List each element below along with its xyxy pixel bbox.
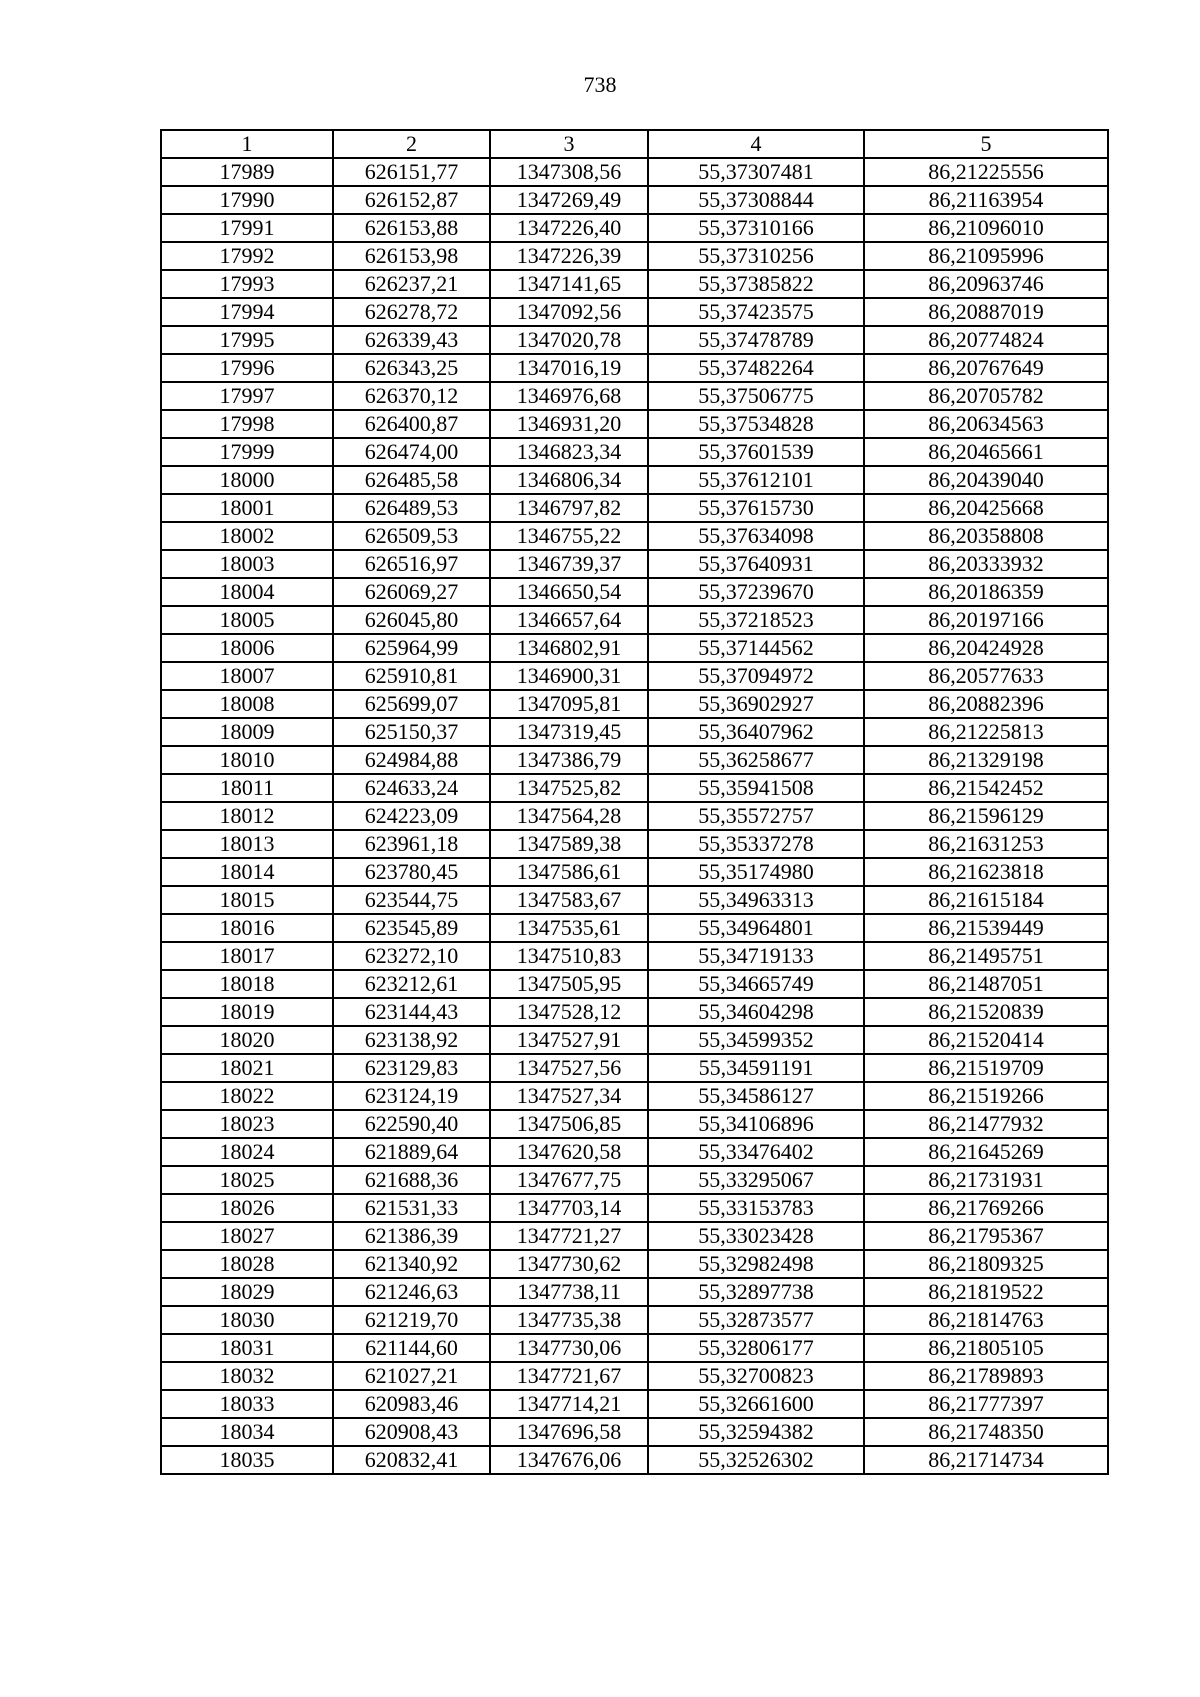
table-cell-col-2: 623124,19 <box>333 1082 490 1110</box>
table-cell-col-5: 86,21520414 <box>864 1026 1108 1054</box>
table-cell-col-5: 86,20882396 <box>864 690 1108 718</box>
table-cell-col-4: 55,37218523 <box>648 606 864 634</box>
table-cell-col-3: 1347020,78 <box>490 326 648 354</box>
table-cell-col-1: 18014 <box>161 858 333 886</box>
table-cell-col-5: 86,20186359 <box>864 578 1108 606</box>
table-cell-col-3: 1347735,38 <box>490 1306 648 1334</box>
table-row <box>161 1082 1108 1110</box>
table-cell-col-2: 625150,37 <box>333 718 490 746</box>
table-cell-col-2: 620908,43 <box>333 1418 490 1446</box>
header-cell-4: 4 <box>648 130 864 158</box>
table-cell-col-2: 626509,53 <box>333 522 490 550</box>
table-cell-col-1: 18006 <box>161 634 333 662</box>
table-cell-col-5: 86,21225556 <box>864 158 1108 186</box>
table-body <box>161 158 1108 1474</box>
table-cell-col-3: 1347589,38 <box>490 830 648 858</box>
table-cell-col-1: 18024 <box>161 1138 333 1166</box>
table-cell-col-5: 86,21805105 <box>864 1334 1108 1362</box>
table-cell-col-1: 17998 <box>161 410 333 438</box>
table-cell-col-3: 1347528,12 <box>490 998 648 1026</box>
table-cell-col-5: 86,20774824 <box>864 326 1108 354</box>
table-row <box>161 354 1108 382</box>
table-cell-col-1: 17992 <box>161 242 333 270</box>
table-cell-col-4: 55,36407962 <box>648 718 864 746</box>
table-cell-col-1: 18020 <box>161 1026 333 1054</box>
table-cell-col-1: 18008 <box>161 690 333 718</box>
table-cell-col-2: 621246,63 <box>333 1278 490 1306</box>
table-cell-col-5: 86,20634563 <box>864 410 1108 438</box>
table-cell-col-4: 55,34599352 <box>648 1026 864 1054</box>
table-cell-col-1: 18012 <box>161 802 333 830</box>
table-row <box>161 1026 1108 1054</box>
table-cell-col-5: 86,21623818 <box>864 858 1108 886</box>
table-cell-col-1: 18021 <box>161 1054 333 1082</box>
table-row <box>161 1250 1108 1278</box>
table-cell-col-2: 626343,25 <box>333 354 490 382</box>
table-cell-col-2: 626151,77 <box>333 158 490 186</box>
table-cell-col-1: 17996 <box>161 354 333 382</box>
table-cell-col-4: 55,36258677 <box>648 746 864 774</box>
table-row <box>161 382 1108 410</box>
table-cell-col-2: 621144,60 <box>333 1334 490 1362</box>
table-cell-col-4: 55,33295067 <box>648 1166 864 1194</box>
table-cell-col-4: 55,36902927 <box>648 690 864 718</box>
table-cell-col-4: 55,37094972 <box>648 662 864 690</box>
header-cell-2: 2 <box>333 130 490 158</box>
table-row <box>161 774 1108 802</box>
table-cell-col-4: 55,34963313 <box>648 886 864 914</box>
table-cell-col-3: 1347226,39 <box>490 242 648 270</box>
table-cell-col-3: 1347510,83 <box>490 942 648 970</box>
table-cell-col-3: 1347730,06 <box>490 1334 648 1362</box>
table-cell-col-1: 18015 <box>161 886 333 914</box>
table-cell-col-2: 620832,41 <box>333 1446 490 1474</box>
page-number: 738 <box>583 72 617 97</box>
table-cell-col-2: 626400,87 <box>333 410 490 438</box>
table-cell-col-4: 55,32700823 <box>648 1362 864 1390</box>
table-row <box>161 1446 1108 1474</box>
table-cell-col-4: 55,37640931 <box>648 550 864 578</box>
table-row <box>161 886 1108 914</box>
table-cell-col-3: 1347527,34 <box>490 1082 648 1110</box>
table-cell-col-5: 86,21789893 <box>864 1362 1108 1390</box>
table-cell-col-3: 1347535,61 <box>490 914 648 942</box>
table-cell-col-3: 1347016,19 <box>490 354 648 382</box>
table-cell-col-3: 1347721,27 <box>490 1222 648 1250</box>
table-cell-col-5: 86,21520839 <box>864 998 1108 1026</box>
table-row <box>161 1278 1108 1306</box>
table-cell-col-5: 86,20767649 <box>864 354 1108 382</box>
table-row <box>161 914 1108 942</box>
table-cell-col-3: 1347586,61 <box>490 858 648 886</box>
table-cell-col-2: 621386,39 <box>333 1222 490 1250</box>
table-cell-col-3: 1346806,34 <box>490 466 648 494</box>
table-cell-col-5: 86,21225813 <box>864 718 1108 746</box>
table-cell-col-3: 1346976,68 <box>490 382 648 410</box>
table-cell-col-1: 17993 <box>161 270 333 298</box>
table-cell-col-2: 621027,21 <box>333 1362 490 1390</box>
table-cell-col-3: 1347620,58 <box>490 1138 648 1166</box>
table-cell-col-1: 18033 <box>161 1390 333 1418</box>
table-cell-col-1: 18018 <box>161 970 333 998</box>
table-cell-col-2: 626153,88 <box>333 214 490 242</box>
table-cell-col-1: 18025 <box>161 1166 333 1194</box>
table-cell-col-5: 86,20577633 <box>864 662 1108 690</box>
table-row <box>161 606 1108 634</box>
table-cell-col-4: 55,37482264 <box>648 354 864 382</box>
table-cell-col-3: 1346931,20 <box>490 410 648 438</box>
header-row <box>161 130 1108 158</box>
table-cell-col-4: 55,37385822 <box>648 270 864 298</box>
table-row <box>161 1054 1108 1082</box>
header-cell-1: 1 <box>161 130 333 158</box>
table-cell-col-4: 55,34665749 <box>648 970 864 998</box>
table-cell-col-1: 18011 <box>161 774 333 802</box>
table-cell-col-2: 623212,61 <box>333 970 490 998</box>
table-cell-col-2: 623272,10 <box>333 942 490 970</box>
table-row <box>161 1334 1108 1362</box>
table-cell-col-4: 55,37601539 <box>648 438 864 466</box>
table-cell-col-5: 86,21731931 <box>864 1166 1108 1194</box>
table-row <box>161 298 1108 326</box>
table-cell-col-4: 55,37634098 <box>648 522 864 550</box>
table-cell-col-4: 55,37308844 <box>648 186 864 214</box>
table-cell-col-1: 18003 <box>161 550 333 578</box>
table-cell-col-4: 55,32661600 <box>648 1390 864 1418</box>
table-cell-col-2: 624984,88 <box>333 746 490 774</box>
table-cell-col-1: 17997 <box>161 382 333 410</box>
table-cell-col-1: 18030 <box>161 1306 333 1334</box>
table-cell-col-3: 1346900,31 <box>490 662 648 690</box>
table-cell-col-1: 18022 <box>161 1082 333 1110</box>
table-cell-col-3: 1347721,67 <box>490 1362 648 1390</box>
table-header <box>161 130 1108 158</box>
table-cell-col-5: 86,21795367 <box>864 1222 1108 1250</box>
table-cell-col-2: 623961,18 <box>333 830 490 858</box>
table-cell-col-1: 18010 <box>161 746 333 774</box>
table-cell-col-5: 86,21519709 <box>864 1054 1108 1082</box>
table-row <box>161 1166 1108 1194</box>
table-cell-col-1: 17999 <box>161 438 333 466</box>
table-cell-col-2: 626485,58 <box>333 466 490 494</box>
table-row <box>161 718 1108 746</box>
table-cell-col-3: 1346739,37 <box>490 550 648 578</box>
table-cell-col-5: 86,21487051 <box>864 970 1108 998</box>
table-cell-col-3: 1347525,82 <box>490 774 648 802</box>
table-row <box>161 186 1108 214</box>
table-cell-col-5: 86,20197166 <box>864 606 1108 634</box>
table-row <box>161 214 1108 242</box>
header-cell-5: 5 <box>864 130 1108 158</box>
table-cell-col-1: 18017 <box>161 942 333 970</box>
table-cell-col-5: 86,21645269 <box>864 1138 1108 1166</box>
table-cell-col-4: 55,32594382 <box>648 1418 864 1446</box>
table-cell-col-1: 18016 <box>161 914 333 942</box>
table-row <box>161 830 1108 858</box>
table-cell-col-1: 18002 <box>161 522 333 550</box>
table-row <box>161 242 1108 270</box>
table-cell-col-5: 86,21714734 <box>864 1446 1108 1474</box>
table-cell-col-4: 55,37239670 <box>648 578 864 606</box>
table-cell-col-5: 86,20963746 <box>864 270 1108 298</box>
table-row <box>161 942 1108 970</box>
table-cell-col-3: 1347506,85 <box>490 1110 648 1138</box>
table-cell-col-3: 1347269,49 <box>490 186 648 214</box>
table-cell-col-4: 55,37144562 <box>648 634 864 662</box>
table-cell-col-4: 55,34586127 <box>648 1082 864 1110</box>
table-cell-col-5: 86,21519266 <box>864 1082 1108 1110</box>
table-cell-col-4: 55,33023428 <box>648 1222 864 1250</box>
table-cell-col-2: 624223,09 <box>333 802 490 830</box>
table-cell-col-3: 1347527,91 <box>490 1026 648 1054</box>
table-row <box>161 270 1108 298</box>
table-cell-col-2: 626516,97 <box>333 550 490 578</box>
table-cell-col-1: 18005 <box>161 606 333 634</box>
table-cell-col-3: 1347583,67 <box>490 886 648 914</box>
table-cell-col-4: 55,37307481 <box>648 158 864 186</box>
header-cell-3: 3 <box>490 130 648 158</box>
table-cell-col-3: 1347677,75 <box>490 1166 648 1194</box>
table-cell-col-2: 623544,75 <box>333 886 490 914</box>
table-cell-col-5: 86,21631253 <box>864 830 1108 858</box>
table-cell-col-4: 55,35941508 <box>648 774 864 802</box>
table-cell-col-5: 86,21539449 <box>864 914 1108 942</box>
table-row <box>161 662 1108 690</box>
table-cell-col-3: 1347308,56 <box>490 158 648 186</box>
table-cell-col-5: 86,21495751 <box>864 942 1108 970</box>
table-cell-col-1: 17989 <box>161 158 333 186</box>
table-row <box>161 438 1108 466</box>
table-cell-col-2: 621531,33 <box>333 1194 490 1222</box>
table-cell-col-3: 1347703,14 <box>490 1194 648 1222</box>
table-cell-col-4: 55,37612101 <box>648 466 864 494</box>
table-row <box>161 494 1108 522</box>
table-cell-col-2: 621219,70 <box>333 1306 490 1334</box>
table-cell-col-3: 1347386,79 <box>490 746 648 774</box>
table-cell-col-3: 1346650,54 <box>490 578 648 606</box>
table-row <box>161 578 1108 606</box>
table-cell-col-5: 86,21477932 <box>864 1110 1108 1138</box>
table-cell-col-1: 18009 <box>161 718 333 746</box>
table-cell-col-4: 55,33153783 <box>648 1194 864 1222</box>
table-cell-col-5: 86,20465661 <box>864 438 1108 466</box>
table-cell-col-1: 17994 <box>161 298 333 326</box>
table-cell-col-2: 622590,40 <box>333 1110 490 1138</box>
table-cell-col-4: 55,37310166 <box>648 214 864 242</box>
table-cell-col-1: 18001 <box>161 494 333 522</box>
table-cell-col-1: 18000 <box>161 466 333 494</box>
table-cell-col-1: 18029 <box>161 1278 333 1306</box>
table-cell-col-5: 86,20358808 <box>864 522 1108 550</box>
table-cell-col-5: 86,21096010 <box>864 214 1108 242</box>
table-cell-col-2: 621688,36 <box>333 1166 490 1194</box>
table-row <box>161 1222 1108 1250</box>
table-cell-col-1: 18034 <box>161 1418 333 1446</box>
table-cell-col-2: 620983,46 <box>333 1390 490 1418</box>
table-cell-col-3: 1347527,56 <box>490 1054 648 1082</box>
table-cell-col-5: 86,21777397 <box>864 1390 1108 1418</box>
table-row <box>161 410 1108 438</box>
table-cell-col-1: 18019 <box>161 998 333 1026</box>
table-cell-col-1: 18026 <box>161 1194 333 1222</box>
table-cell-col-5: 86,21596129 <box>864 802 1108 830</box>
table-cell-col-2: 625699,07 <box>333 690 490 718</box>
table-cell-col-1: 18035 <box>161 1446 333 1474</box>
table-cell-col-5: 86,21809325 <box>864 1250 1108 1278</box>
table-cell-col-4: 55,35174980 <box>648 858 864 886</box>
table-cell-col-2: 621340,92 <box>333 1250 490 1278</box>
table-cell-col-5: 86,21814763 <box>864 1306 1108 1334</box>
table-cell-col-2: 626153,98 <box>333 242 490 270</box>
table-cell-col-2: 626278,72 <box>333 298 490 326</box>
table-cell-col-2: 623129,83 <box>333 1054 490 1082</box>
table-cell-col-1: 18028 <box>161 1250 333 1278</box>
table-cell-col-5: 86,20424928 <box>864 634 1108 662</box>
table-cell-col-2: 623144,43 <box>333 998 490 1026</box>
table-cell-col-1: 18032 <box>161 1362 333 1390</box>
table-cell-col-2: 623138,92 <box>333 1026 490 1054</box>
table-cell-col-4: 55,34604298 <box>648 998 864 1026</box>
table-cell-col-5: 86,20439040 <box>864 466 1108 494</box>
table-cell-col-3: 1346823,34 <box>490 438 648 466</box>
table-cell-col-1: 18023 <box>161 1110 333 1138</box>
table-cell-col-3: 1347564,28 <box>490 802 648 830</box>
coordinates-table <box>160 129 1109 1475</box>
table-cell-col-3: 1347141,65 <box>490 270 648 298</box>
table-row <box>161 1194 1108 1222</box>
table-cell-col-2: 626370,12 <box>333 382 490 410</box>
table-cell-col-5: 86,20333932 <box>864 550 1108 578</box>
table-row <box>161 746 1108 774</box>
table-row <box>161 1418 1108 1446</box>
table-cell-col-3: 1346657,64 <box>490 606 648 634</box>
table-cell-col-1: 18027 <box>161 1222 333 1250</box>
table-cell-col-2: 624633,24 <box>333 774 490 802</box>
table-cell-col-4: 55,32873577 <box>648 1306 864 1334</box>
table-cell-col-5: 86,21748350 <box>864 1418 1108 1446</box>
table-cell-col-1: 18004 <box>161 578 333 606</box>
table-row <box>161 690 1108 718</box>
table-cell-col-3: 1347095,81 <box>490 690 648 718</box>
table-row <box>161 550 1108 578</box>
table-cell-col-4: 55,32982498 <box>648 1250 864 1278</box>
table-cell-col-1: 18007 <box>161 662 333 690</box>
table-cell-col-4: 55,34719133 <box>648 942 864 970</box>
table-row <box>161 522 1108 550</box>
table-cell-col-1: 17995 <box>161 326 333 354</box>
table-cell-col-4: 55,32526302 <box>648 1446 864 1474</box>
table-cell-col-1: 17991 <box>161 214 333 242</box>
table-cell-col-2: 626474,00 <box>333 438 490 466</box>
table-cell-col-1: 18031 <box>161 1334 333 1362</box>
table-row <box>161 326 1108 354</box>
table-cell-col-3: 1346802,91 <box>490 634 648 662</box>
table-cell-col-3: 1347730,62 <box>490 1250 648 1278</box>
table-row <box>161 802 1108 830</box>
table-cell-col-4: 55,35337278 <box>648 830 864 858</box>
table-cell-col-2: 626237,21 <box>333 270 490 298</box>
table-cell-col-5: 86,20887019 <box>864 298 1108 326</box>
table-cell-col-5: 86,21329198 <box>864 746 1108 774</box>
table-cell-col-4: 55,34964801 <box>648 914 864 942</box>
table-cell-col-2: 625964,99 <box>333 634 490 662</box>
table-cell-col-3: 1346797,82 <box>490 494 648 522</box>
table-row <box>161 970 1108 998</box>
table-row <box>161 1306 1108 1334</box>
table-cell-col-4: 55,37478789 <box>648 326 864 354</box>
table-cell-col-2: 626152,87 <box>333 186 490 214</box>
table-row <box>161 858 1108 886</box>
table-row <box>161 1110 1108 1138</box>
table-cell-col-4: 55,37310256 <box>648 242 864 270</box>
table-cell-col-4: 55,37534828 <box>648 410 864 438</box>
table-cell-col-1: 17990 <box>161 186 333 214</box>
table-cell-col-2: 623780,45 <box>333 858 490 886</box>
table-cell-col-4: 55,35572757 <box>648 802 864 830</box>
table-cell-col-2: 623545,89 <box>333 914 490 942</box>
table-cell-col-4: 55,37506775 <box>648 382 864 410</box>
table-row <box>161 634 1108 662</box>
table-cell-col-4: 55,32897738 <box>648 1278 864 1306</box>
table-cell-col-2: 626069,27 <box>333 578 490 606</box>
table-cell-col-2: 626339,43 <box>333 326 490 354</box>
table-cell-col-5: 86,21163954 <box>864 186 1108 214</box>
table-row <box>161 466 1108 494</box>
table-cell-col-4: 55,34106896 <box>648 1110 864 1138</box>
table-cell-col-4: 55,37423575 <box>648 298 864 326</box>
table-cell-col-2: 625910,81 <box>333 662 490 690</box>
table-cell-col-3: 1347092,56 <box>490 298 648 326</box>
table-cell-col-4: 55,32806177 <box>648 1334 864 1362</box>
table-cell-col-4: 55,37615730 <box>648 494 864 522</box>
table-cell-col-5: 86,21615184 <box>864 886 1108 914</box>
table-cell-col-3: 1346755,22 <box>490 522 648 550</box>
table-cell-col-3: 1347738,11 <box>490 1278 648 1306</box>
table-row <box>161 158 1108 186</box>
table-cell-col-3: 1347505,95 <box>490 970 648 998</box>
table-cell-col-2: 621889,64 <box>333 1138 490 1166</box>
table-cell-col-3: 1347319,45 <box>490 718 648 746</box>
table-cell-col-4: 55,34591191 <box>648 1054 864 1082</box>
table-row <box>161 998 1108 1026</box>
table-cell-col-3: 1347676,06 <box>490 1446 648 1474</box>
table-cell-col-5: 86,20425668 <box>864 494 1108 522</box>
table-cell-col-4: 55,33476402 <box>648 1138 864 1166</box>
table-cell-col-3: 1347714,21 <box>490 1390 648 1418</box>
table-cell-col-5: 86,21542452 <box>864 774 1108 802</box>
table-cell-col-5: 86,21819522 <box>864 1278 1108 1306</box>
table-cell-col-5: 86,21095996 <box>864 242 1108 270</box>
table-row <box>161 1138 1108 1166</box>
table-cell-col-5: 86,21769266 <box>864 1194 1108 1222</box>
table-cell-col-1: 18013 <box>161 830 333 858</box>
table-cell-col-2: 626045,80 <box>333 606 490 634</box>
table-cell-col-2: 626489,53 <box>333 494 490 522</box>
table-cell-col-5: 86,20705782 <box>864 382 1108 410</box>
table-row <box>161 1390 1108 1418</box>
table-row <box>161 1362 1108 1390</box>
table-cell-col-3: 1347226,40 <box>490 214 648 242</box>
table-cell-col-3: 1347696,58 <box>490 1418 648 1446</box>
